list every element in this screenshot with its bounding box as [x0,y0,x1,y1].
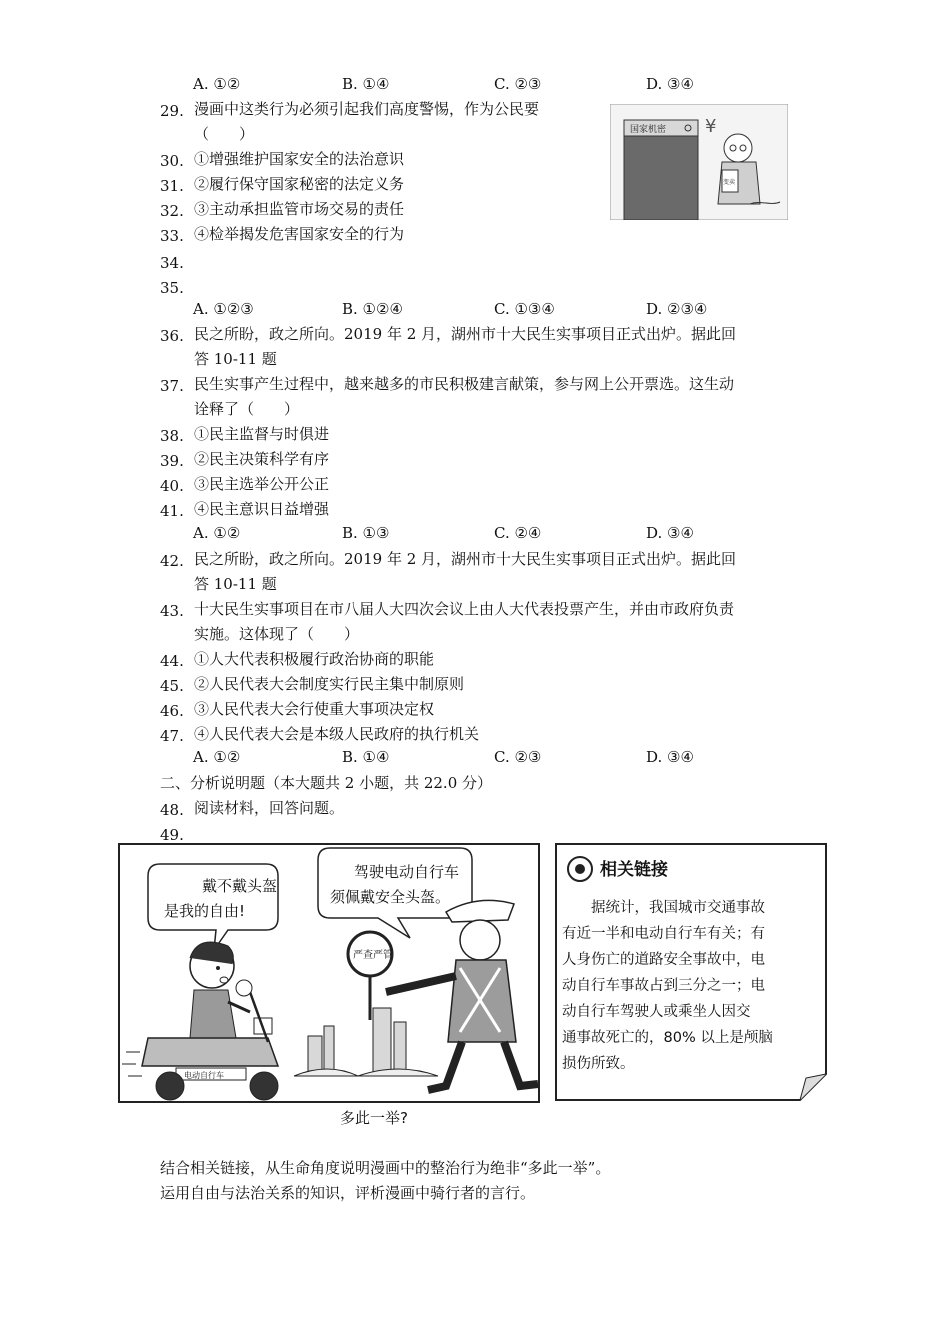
question-number: 47. [160,727,184,745]
question-text: 民之所盼，政之所向。2019 年 2 月，湖州市十大民生实事项目正式出炉。据此回 [194,550,737,568]
option-b[interactable]: B. ①④ [342,748,390,766]
question-text: 答 10-11 题 [194,350,277,368]
thumb-doc-text: 变卖 [723,179,736,186]
link-line: 损伤所致。 [562,1056,635,1072]
question-text: 实施。这体现了（ ） [194,625,360,643]
question-number: 46. [160,702,184,720]
helmet-cartoon [118,842,830,1108]
link-line: 有近一半和电动自行车有关；有 [562,926,765,942]
statement-item: ①增强维护国家安全的法治意识 [194,150,405,168]
question-number: 38. [160,427,184,445]
option-d[interactable]: D. ③④ [646,524,694,542]
question-number: 42. [160,552,184,570]
question-number: 30. [160,152,184,170]
police-speech-line2: 须佩戴安全头盔。 [330,888,451,906]
question-number: 37. [160,377,184,395]
question-number: 40. [160,477,184,495]
answer-blank: （ ） [194,125,255,143]
question-text: 诠释了（ ） [194,400,300,418]
cartoon-caption: 多此一举? [340,1109,408,1127]
link-title: 相关链接 [600,860,668,880]
question-number: 48. [160,801,184,819]
question-text: 民生实事产生过程中，越来越多的市民积极建言献策，参与网上公开票选。这生动 [194,375,735,393]
scooter-label: 电动自行车 [184,1071,224,1080]
question-number: 49. [160,826,184,844]
question-number: 35. [160,279,184,297]
statement-item: ④检举揭发危害国家安全的行为 [194,225,405,243]
question-text: 民之所盼，政之所向。2019 年 2 月，湖州市十大民生实事项目正式出炉。据此回 [194,325,737,343]
option-a[interactable]: A. ①② [193,75,241,93]
question-number: 36. [160,327,184,345]
link-line: 动自行车事故占到三分之一；电 [562,978,765,994]
option-b[interactable]: B. ①④ [342,75,390,93]
rider-speech-line2: 是我的自由! [164,902,246,920]
statement-item: ④人民代表大会是本级人民政府的执行机关 [194,725,480,743]
option-b[interactable]: B. ①③ [342,524,390,542]
option-d[interactable]: D. ③④ [646,748,694,766]
question-number: 34. [160,254,184,272]
question-number: 41. [160,502,184,520]
link-icon [568,857,592,881]
question-number: 29. [160,102,184,120]
statement-item: ③主动承担监管市场交易的责任 [194,200,405,218]
question-number: 45. [160,677,184,695]
option-c[interactable]: C. ①③④ [494,300,555,318]
question-text: 漫画中这类行为必须引起我们高度警惕，作为公民要 [194,100,540,118]
link-line: 通事故死亡的，80% 以上是颅脑 [562,1030,773,1046]
sub-question: 结合相关链接，从生命角度说明漫画中的整治行为绝非“多此一举”。 [160,1159,611,1177]
statement-item: ②履行保守国家秘密的法定义务 [194,175,405,193]
sign-text: 严查严管 [353,950,393,961]
link-line: 动自行车驾驶人或乘坐人因交 [562,1004,751,1020]
secret-selling-cartoon [610,104,788,220]
question-number: 31. [160,177,184,195]
question-text: 阅读材料，回答问题。 [194,799,345,817]
rider-speech-line1: 戴不戴头盔 [202,877,278,895]
statement-item: ④民主意识日益增强 [194,500,330,518]
question-number: 33. [160,227,184,245]
question-number: 39. [160,452,184,470]
statement-item: ②人民代表大会制度实行民主集中制原则 [194,675,465,693]
option-c[interactable]: C. ②③ [494,75,542,93]
police-speech-line1: 驾驶电动自行车 [354,863,460,881]
sub-question: 运用自由与法治关系的知识，评析漫画中骑行者的言行。 [160,1184,536,1202]
statement-item: ①民主监督与时俱进 [194,425,330,443]
option-c[interactable]: C. ②④ [494,524,542,542]
question-text: 答 10-11 题 [194,575,277,593]
option-d[interactable]: D. ②③④ [646,300,708,318]
thumb-sign-text: 国家机密 [630,125,667,135]
option-a[interactable]: A. ①②③ [193,300,254,318]
option-a[interactable]: A. ①② [193,524,241,542]
section-heading: 二、分析说明题（本大题共 2 小题，共 22.0 分） [160,774,493,792]
option-b[interactable]: B. ①②④ [342,300,403,318]
statement-item: ③人民代表大会行使重大事项决定权 [194,700,435,718]
statement-item: ①人大代表积极履行政治协商的职能 [194,650,435,668]
question-text: 十大民生实事项目在市八届人大四次会议上由人大代表投票产生，并由市政府负责 [194,600,735,618]
link-line: 据统计，我国城市交通事故 [562,900,765,916]
svg-text:¥: ¥ [705,116,717,137]
statement-item: ③民主选举公开公正 [194,475,330,493]
option-a[interactable]: A. ①② [193,748,241,766]
question-number: 44. [160,652,184,670]
question-number: 43. [160,602,184,620]
option-c[interactable]: C. ②③ [494,748,542,766]
question-number: 32. [160,202,184,220]
statement-item: ②民主决策科学有序 [194,450,330,468]
option-d[interactable]: D. ③④ [646,75,694,93]
link-line: 人身伤亡的道路安全事故中，电 [562,952,765,968]
